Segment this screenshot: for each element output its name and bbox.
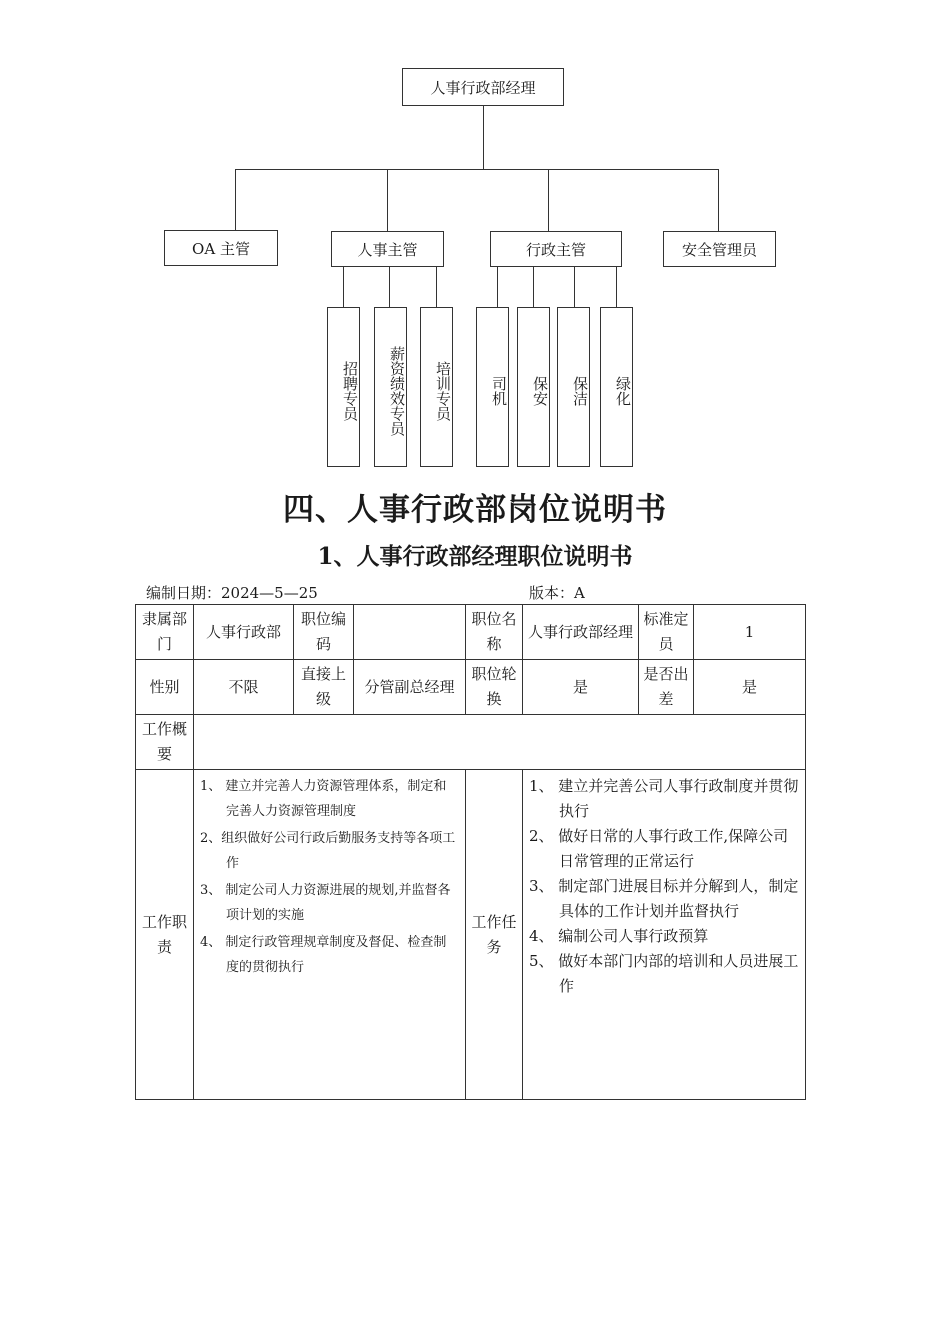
org-oa-box bbox=[164, 230, 278, 266]
connector-line bbox=[235, 169, 719, 170]
org-staff-cleaning bbox=[557, 307, 590, 467]
compile-date: 编制日期：2024—5—25 bbox=[146, 584, 318, 602]
org-staff-training bbox=[420, 307, 453, 467]
section-title: 四、人事行政部岗位说明书 bbox=[283, 492, 667, 528]
connector-line bbox=[533, 266, 534, 308]
connector-line bbox=[235, 169, 236, 231]
connector-line bbox=[718, 169, 719, 232]
dept-value: 人事行政部 bbox=[194, 605, 294, 660]
travel-label: 是否出差 bbox=[639, 660, 694, 715]
document-title: 1、人事行政部经理职位说明书 bbox=[317, 543, 633, 570]
version-label: 版本：A bbox=[529, 584, 585, 602]
org-staff-label: 司机 bbox=[490, 376, 508, 406]
org-root-box bbox=[402, 68, 564, 106]
tasks-list bbox=[523, 770, 806, 1100]
org-admin-box bbox=[490, 231, 622, 267]
job-description-table bbox=[135, 604, 806, 1100]
code-value bbox=[354, 605, 466, 660]
connector-line bbox=[616, 266, 617, 308]
org-staff-label: 培训专员 bbox=[434, 361, 452, 421]
summary-label: 工作概要 bbox=[136, 715, 194, 770]
duty-item: 2、组织做好公司行政后勤服务支持等各项工作 bbox=[200, 831, 456, 871]
org-chart bbox=[0, 0, 950, 480]
org-staff-security bbox=[517, 307, 550, 467]
org-safety-label: 安全管理员 bbox=[681, 240, 757, 259]
connector-line bbox=[389, 266, 390, 308]
org-staff-greening bbox=[600, 307, 633, 467]
org-admin-label: 行政主管 bbox=[525, 240, 586, 259]
rotation-label: 职位轮换 bbox=[466, 660, 523, 715]
task-item: 5、 做好本部门内部的培训和人员进展工作 bbox=[529, 952, 799, 995]
summary-value bbox=[194, 715, 806, 770]
org-hr-label: 人事主管 bbox=[357, 240, 418, 259]
org-staff-label: 薪资绩效专员 bbox=[388, 346, 406, 436]
duty-item: 1、 建立并完善人力资源管理体系，制定和完善人力资源管理制度 bbox=[200, 779, 447, 819]
org-hr-box bbox=[331, 231, 444, 267]
task-item: 1、 建立并完善公司人事行政制度并贯彻执行 bbox=[529, 777, 799, 820]
task-item: 4、 编制公司人事行政预算 bbox=[529, 927, 709, 945]
connector-line bbox=[343, 266, 344, 308]
org-oa-label: OA 主管 bbox=[192, 239, 250, 258]
gender-label: 性别 bbox=[136, 660, 194, 715]
connector-line bbox=[436, 266, 437, 308]
org-root-label: 人事行政部经理 bbox=[430, 78, 536, 97]
quota-value: 1 bbox=[694, 605, 806, 660]
gender-value: 不限 bbox=[194, 660, 294, 715]
org-staff-payroll bbox=[374, 307, 407, 467]
duty-item: 4、 制定行政管理规章制度及督促、检查制度的贯彻执行 bbox=[200, 935, 447, 975]
superior-value: 分管副总经理 bbox=[354, 660, 466, 715]
org-staff-label: 保安 bbox=[531, 376, 549, 406]
table-row bbox=[136, 605, 806, 660]
task-item: 2、 做好日常的人事行政工作,保障公司日常管理的正常运行 bbox=[529, 827, 789, 870]
position-title-value: 人事行政部经理 bbox=[523, 605, 639, 660]
task-item: 3、 制定部门进展目标并分解到人，制定具体的工作计划并监督执行 bbox=[529, 877, 799, 920]
dept-label: 隶属部门 bbox=[136, 605, 194, 660]
connector-line bbox=[574, 266, 575, 308]
org-staff-label: 招聘专员 bbox=[341, 361, 359, 421]
duties-list bbox=[194, 770, 466, 1100]
superior-label: 直接上级 bbox=[294, 660, 354, 715]
quota-label: 标准定员 bbox=[639, 605, 694, 660]
travel-value: 是 bbox=[694, 660, 806, 715]
connector-line bbox=[483, 106, 484, 170]
org-staff-driver bbox=[476, 307, 509, 467]
connector-line bbox=[497, 266, 498, 308]
org-safety-box bbox=[663, 231, 776, 267]
org-staff-label: 保洁 bbox=[571, 376, 589, 406]
duties-label: 工作职责 bbox=[136, 770, 194, 1100]
tasks-label: 工作任务 bbox=[466, 770, 523, 1100]
position-title-label: 职位名称 bbox=[466, 605, 523, 660]
org-staff-label: 绿化 bbox=[614, 376, 632, 406]
org-staff-recruit bbox=[327, 307, 360, 467]
connector-line bbox=[387, 169, 388, 232]
connector-line bbox=[548, 169, 549, 232]
table-row bbox=[136, 660, 806, 715]
code-label: 职位编码 bbox=[294, 605, 354, 660]
table-row bbox=[136, 715, 806, 770]
rotation-value: 是 bbox=[523, 660, 639, 715]
duty-item: 3、 制定公司人力资源进展的规划,并监督各项计划的实施 bbox=[200, 883, 451, 923]
table-row bbox=[136, 770, 806, 1100]
